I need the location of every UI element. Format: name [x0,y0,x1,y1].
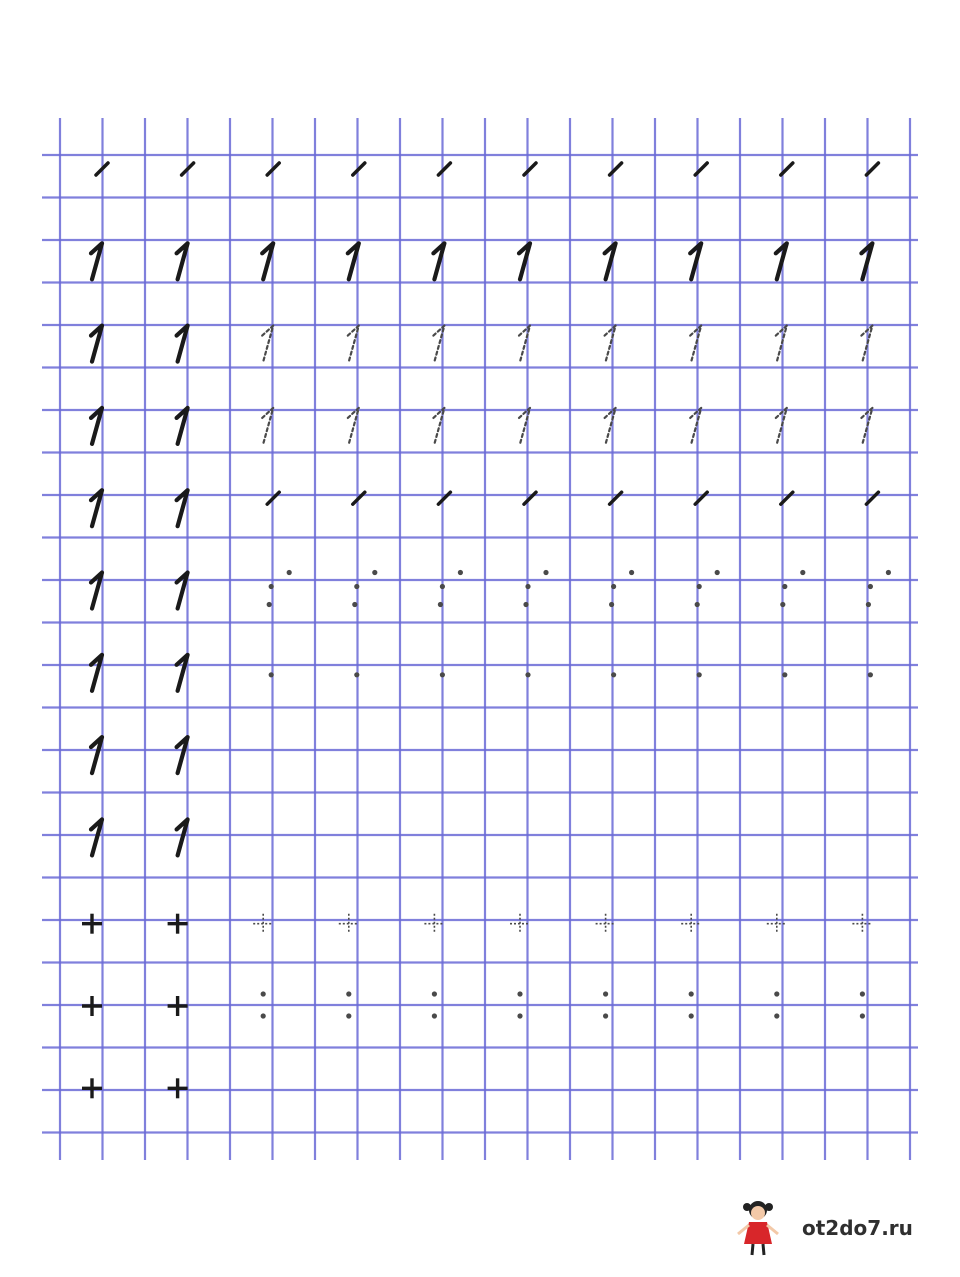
plus-glyph [82,996,102,1016]
one-glyph [776,243,787,279]
plus-glyph-trace [339,914,359,934]
guide-dot [346,991,351,996]
guide-dot [780,602,785,607]
stroke-mark [353,163,365,175]
one-glyph [605,243,616,279]
guide-dot [261,1013,266,1018]
plus-glyph-trace [253,914,273,934]
plus-glyph [168,996,188,1016]
guide-dot [269,584,274,589]
one-glyph-trace [776,326,787,362]
one-glyph [91,408,102,444]
practice-glyphs [82,163,891,1098]
one-glyph [690,243,701,279]
one-glyph [177,655,188,691]
one-glyph-trace [690,326,701,362]
guide-dot [629,570,634,575]
guide-dot [372,570,377,575]
guide-dot [352,602,357,607]
guide-dot [800,570,805,575]
one-glyph-trace [605,326,616,362]
guide-dot [774,991,779,996]
guide-dot [517,1013,522,1018]
guide-dot [868,672,873,677]
one-glyph [177,326,188,362]
guide-dot [287,570,292,575]
guide-dot [782,672,787,677]
plus-glyph-trace [767,914,787,934]
guide-dot [440,584,445,589]
guide-dot [523,602,528,607]
plus-glyph [82,914,102,934]
one-glyph [91,819,102,855]
guide-dot [517,991,522,996]
one-glyph-trace [776,408,787,444]
guide-dot [543,570,548,575]
guide-dot [354,584,359,589]
one-glyph-trace [690,408,701,444]
guide-dot [346,1013,351,1018]
one-glyph [177,243,188,279]
guide-dot [866,602,871,607]
plus-glyph [168,1078,188,1098]
site-name: ot2do7.ru [802,1216,913,1240]
guide-dot [432,991,437,996]
one-glyph [177,737,188,773]
stroke-mark [524,163,536,175]
one-glyph [177,819,188,855]
one-glyph-trace [605,408,616,444]
guide-dot [860,991,865,996]
one-glyph [177,408,188,444]
guide-dot [438,602,443,607]
one-glyph [177,573,188,609]
guide-dot [697,584,702,589]
one-glyph [91,737,102,773]
guide-dot [440,672,445,677]
guide-dot [715,570,720,575]
guide-dot [458,570,463,575]
guide-dot [603,1013,608,1018]
plus-glyph [82,1078,102,1098]
guide-dot [261,991,266,996]
guide-dot [354,672,359,677]
grid-lines [42,118,918,1160]
guide-dot [695,602,700,607]
guide-dot [611,584,616,589]
one-glyph [91,326,102,362]
guide-dot [609,602,614,607]
guide-dot [432,1013,437,1018]
guide-dot [689,1013,694,1018]
plus-glyph-trace [852,914,872,934]
guide-dot [782,584,787,589]
one-glyph [91,573,102,609]
site-watermark [732,1198,942,1258]
guide-dot [269,672,274,677]
guide-dot [886,570,891,575]
stroke-mark [610,163,622,175]
guide-dot [860,1013,865,1018]
guide-dot [774,1013,779,1018]
guide-dot [611,672,616,677]
guide-dot [267,602,272,607]
guide-dot [603,991,608,996]
stroke-mark [438,163,450,175]
plus-glyph [168,914,188,934]
one-glyph [91,655,102,691]
girl-mascot-icon [732,1198,784,1258]
guide-dot [689,991,694,996]
guide-dot [697,672,702,677]
guide-dot [525,672,530,677]
guide-dot [525,584,530,589]
guide-dot [868,584,873,589]
one-glyph [91,243,102,279]
